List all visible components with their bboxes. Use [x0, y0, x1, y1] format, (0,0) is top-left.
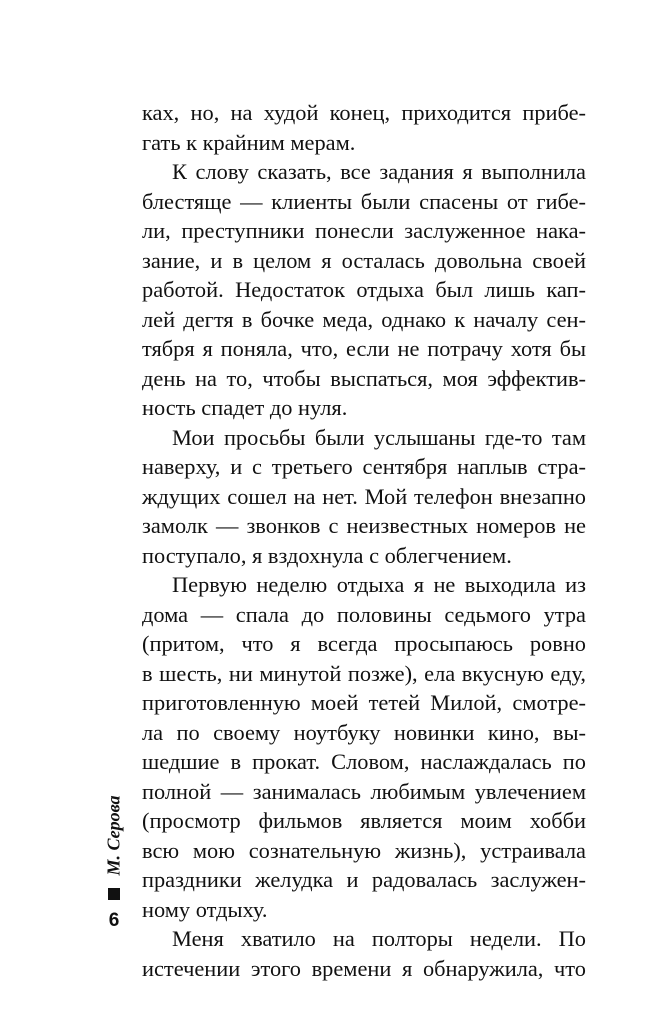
text-line: день на то, чтобы выспаться, моя эффектив-: [142, 365, 586, 391]
page-sidebar: [96, 790, 132, 950]
text-line: ла по своему ноутбуку новинки кино, вы-: [142, 719, 586, 745]
text-line: праздники желудка и радовалась заслужен-: [142, 867, 586, 892]
text-line: тября я поняла, что, если не потрачу хотя бы: [142, 336, 586, 361]
text-line: работой. Недостаток отдыха был лишь кап-: [142, 277, 586, 302]
text-line: Мои просьбы были услышаны где-то там: [172, 424, 586, 450]
text-line: блестяще — клиенты были спасены от гибе-: [142, 188, 586, 214]
text-line: приготовленную моей тетей Милой, смотре-: [142, 690, 586, 715]
text-line: (притом, что я всегда просыпаюсь ровно: [142, 631, 586, 656]
author-name: М. Серова: [103, 794, 124, 876]
text-line: ли, преступники понесли заслуженное нака-: [142, 218, 586, 243]
text-line: поступало, я вздохнула с облегчением.: [142, 542, 512, 568]
author-running-head: [96, 790, 132, 880]
text-line: всю мою сознательную жизнь), устраивала: [142, 837, 586, 863]
text-line: К слову сказать, все задания я выполнила: [172, 159, 586, 184]
text-line: ждущих сошел на нет. Мой телефон внезапно: [142, 483, 586, 509]
text-line: дома — спала до половины седьмого утра: [142, 601, 586, 627]
text-line: шедшие в прокат. Словом, наслаждалась по: [142, 749, 586, 774]
square-marker-icon: [108, 888, 120, 900]
text-line: гать к крайним мерам.: [142, 129, 356, 155]
body-text: [142, 98, 586, 983]
text-line: лей дегтя в бочке меда, однако к началу сен-: [142, 306, 586, 332]
text-line: ность спадет до нуля.: [142, 395, 348, 420]
text-line: полной — занималась любимым увлечением: [142, 778, 586, 804]
text-line: ках, но, на худой конец, приходится прибе-: [142, 100, 586, 125]
text-line: ному отдыху.: [142, 896, 268, 922]
page-number: 6: [108, 910, 120, 931]
text-line: Первую неделю отдыха я не выходила из: [172, 572, 586, 597]
text-line: замолк — звонков с неизвестных номеров не: [142, 513, 586, 538]
text-line: зание, и в целом я осталась довольна своей: [142, 247, 586, 273]
text-line: истечении этого времени я обнаружила, что: [142, 955, 586, 981]
text-line: в шесть, ни минутой позже), ела вкусную еду,: [142, 660, 586, 686]
text-line: Меня хватило на полторы недели. По: [172, 926, 586, 951]
text-line: наверху, и с третьего сентября наплыв стра-: [142, 454, 586, 479]
text-line: (просмотр фильмов является моим хобби: [142, 808, 586, 833]
